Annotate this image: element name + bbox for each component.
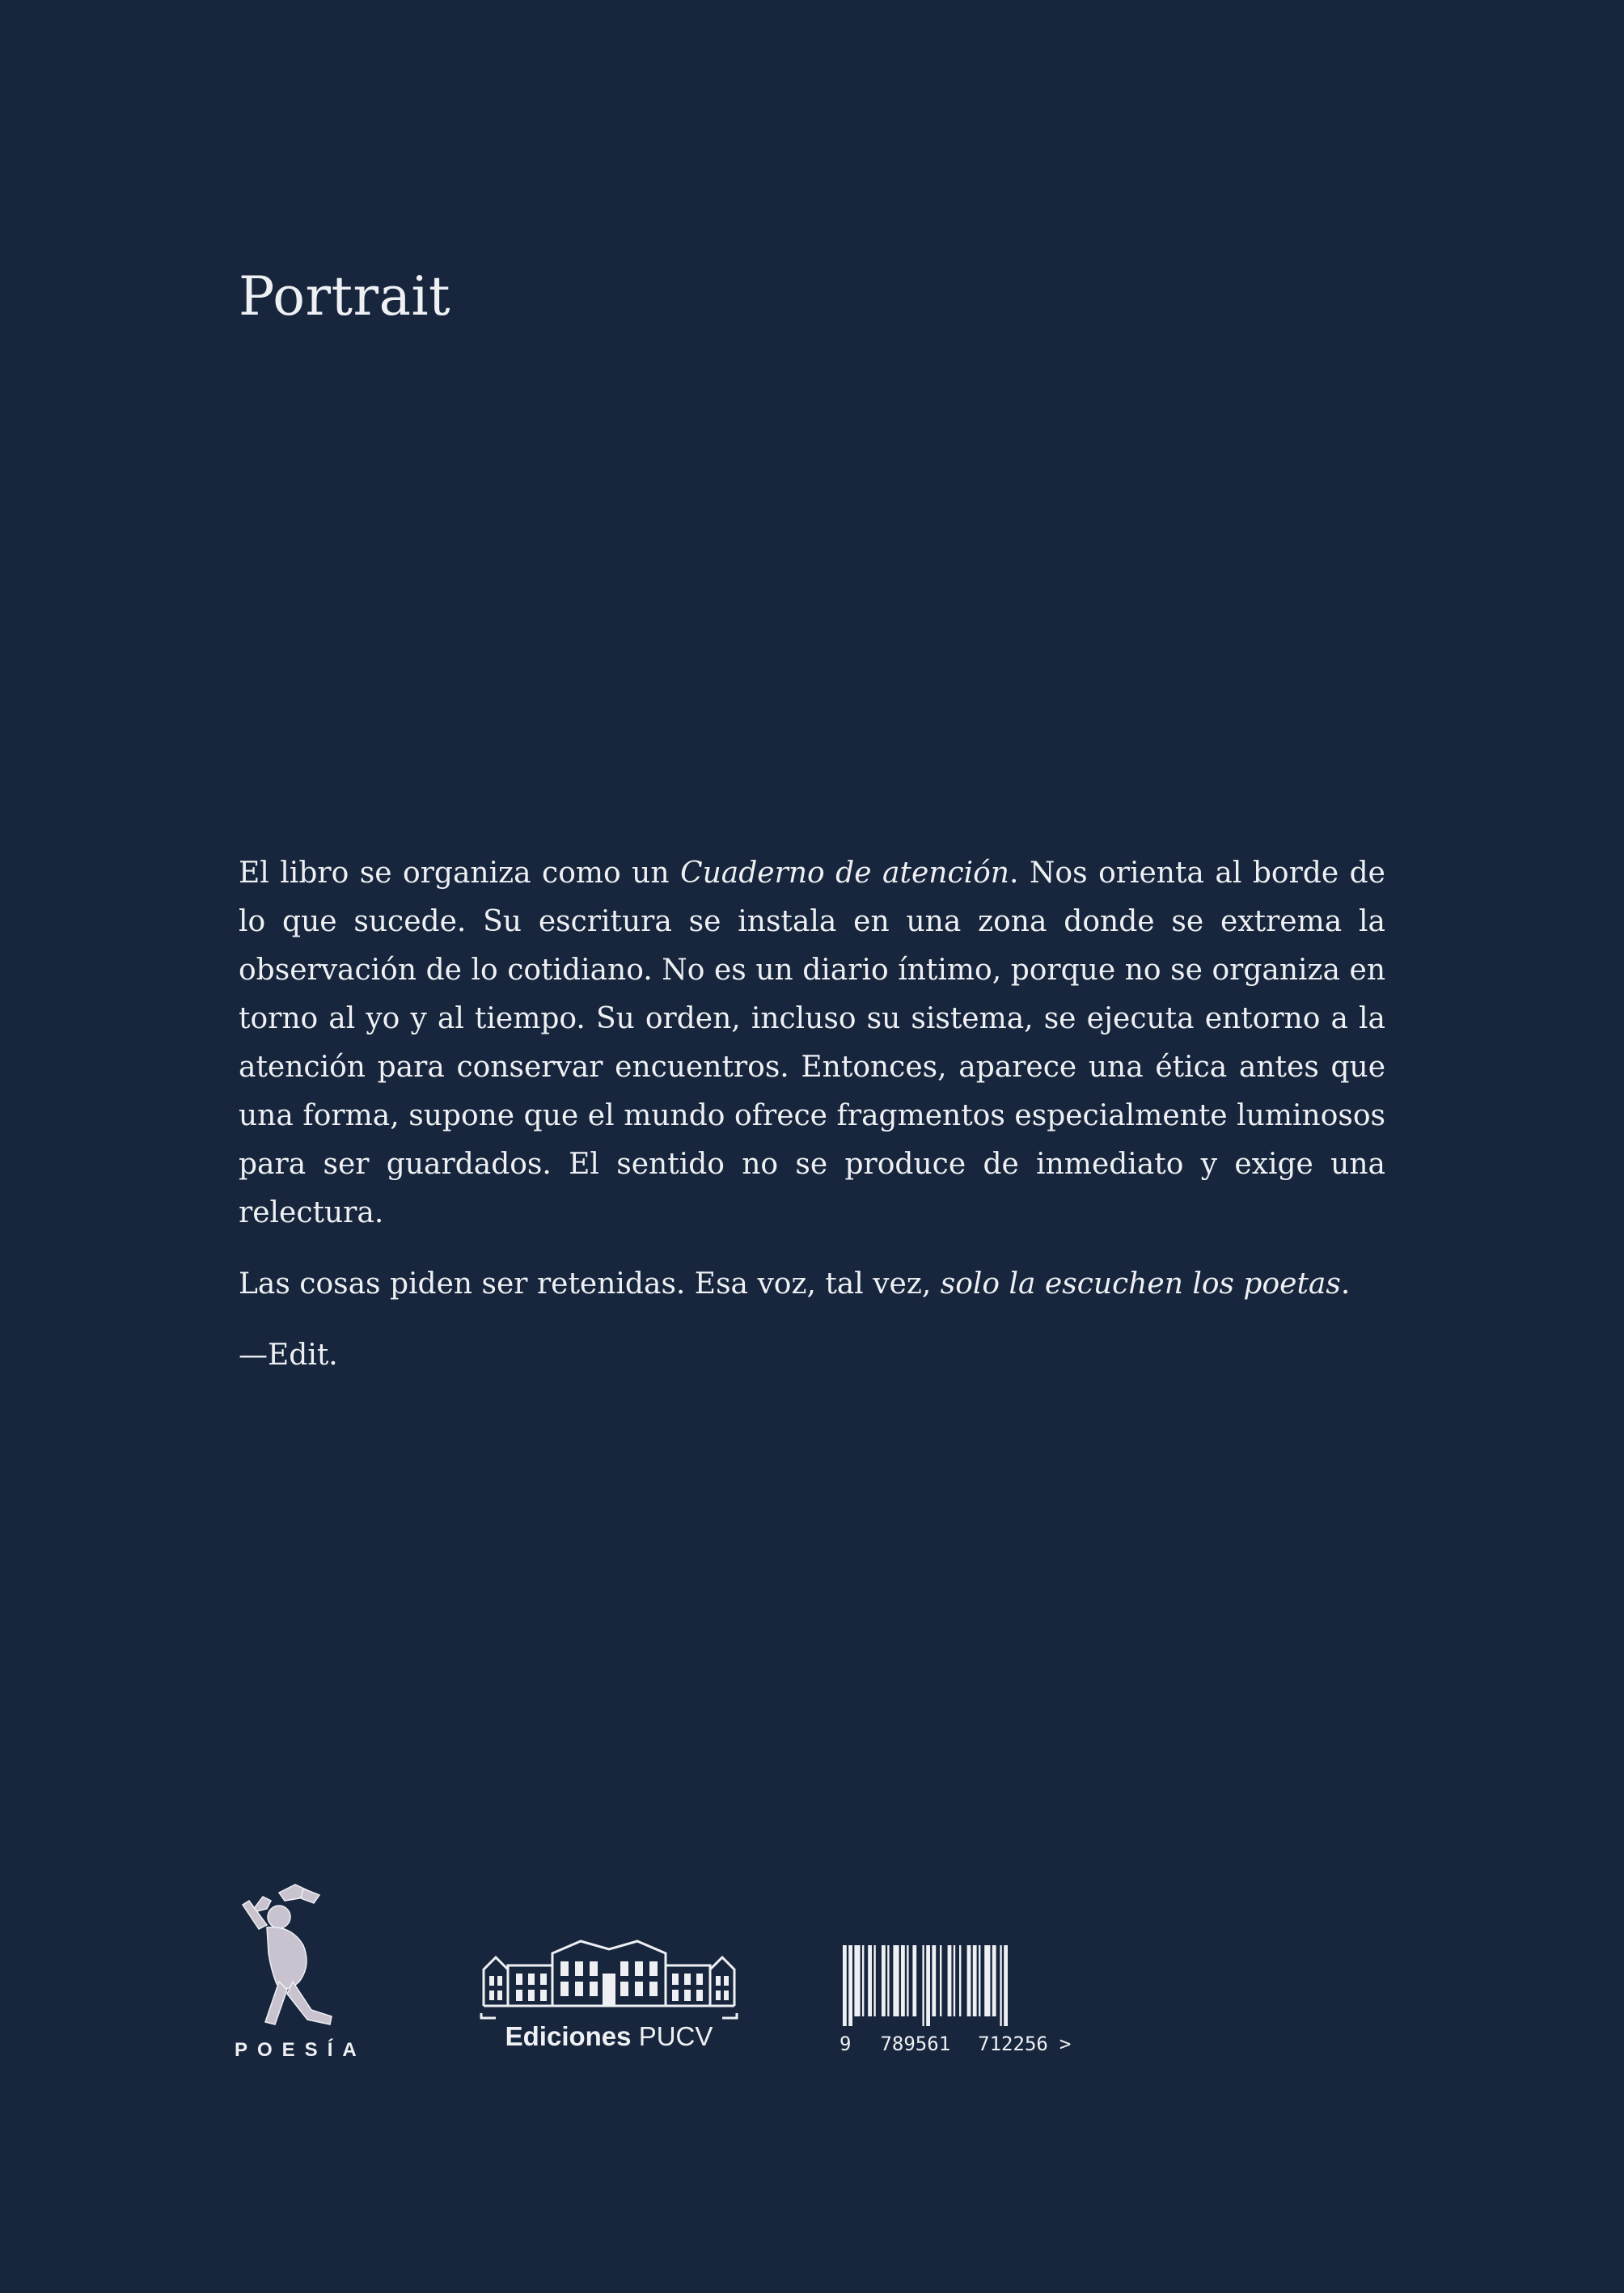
isbn-barcode [839, 1945, 1098, 2055]
barcode-bar [1004, 1945, 1008, 2026]
barcode-bar [984, 1945, 990, 2016]
blurb-signature: —Edit. [239, 1339, 338, 1372]
barcode-bar [862, 1945, 864, 2016]
ediciones-pucv-logo [480, 1937, 738, 2052]
barcode-bar [1000, 1945, 1001, 2026]
blurb-text: El libro se organiza como un [239, 857, 681, 890]
book-title: Portrait [239, 265, 451, 328]
barcode-bar [912, 1945, 916, 2016]
barcode-bar [882, 1945, 886, 2016]
publisher-label-regular: PUCV [638, 2021, 713, 2051]
barcode-marker: > [1059, 2033, 1072, 2055]
publisher-label [480, 2021, 738, 2052]
blurb-text: . Nos orienta al borde de lo que sucede. Su escritura se instala en una zona donde se extrema la observación de lo cotidiano. No es un diario íntimo, porque no se organiza en torno al yo y al tiempo. Su orden, incluso su sistema, se ejecuta entorno a la atención para conservar encuentros. Entonces, aparece una ética antes que una forma, supone que el mundo ofrece fragmentos especialmente luminosos para ser guardados. El sentido no se produce de inmediato y exige una relectura. [239, 857, 1385, 1229]
barcode-bar [973, 1945, 977, 2016]
figure-illustration-icon [235, 1881, 364, 2034]
barcode-bar [992, 1945, 996, 2016]
barcode-digits [839, 2033, 1098, 2055]
barcode-bar [922, 1945, 924, 2026]
barcode-bar [907, 1945, 908, 2016]
barcode-bar [893, 1945, 899, 2016]
barcode-bar [979, 1945, 980, 2016]
barcode-digits-group-1: 789561 [880, 2033, 951, 2055]
barcode-bar [948, 1945, 952, 2016]
barcode-bar [854, 1945, 860, 2016]
blurb-text: Las cosas piden ser retenidas. Esa voz, tal vez, [239, 1267, 941, 1301]
blurb-emphasis: Cuaderno de atención [680, 857, 1009, 890]
barcode-bar [926, 1945, 930, 2026]
barcode-digit-first: 9 [839, 2033, 852, 2055]
back-cover-blurb [239, 849, 1385, 1402]
barcode-bar [873, 1945, 875, 2016]
barcode-bar [959, 1945, 961, 2016]
blurb-paragraph-2 [239, 1260, 1385, 1309]
barcode-digits-group-2: 712256 [978, 2033, 1048, 2055]
barcode-bar [940, 1945, 941, 2016]
barcode-bar [848, 1945, 852, 2026]
collection-label: POESÍA [235, 2039, 366, 2061]
blurb-text: . [1340, 1267, 1351, 1301]
label-bracket-icon [480, 2013, 738, 2020]
poesia-collection-logo [235, 1881, 368, 2062]
building-facade-icon [480, 1937, 738, 2010]
barcode-bar [843, 1945, 847, 2026]
blurb-emphasis: solo la escuchen los poetas [940, 1267, 1341, 1301]
barcode-bar [887, 1945, 889, 2016]
blurb-paragraph-1 [239, 849, 1385, 1237]
barcode-bar [967, 1945, 971, 2016]
barcode-bar [868, 1945, 872, 2016]
barcode-bar [932, 1945, 936, 2016]
barcode-bar [901, 1945, 905, 2016]
barcode-bars-icon [839, 1945, 1082, 2026]
publisher-label-bold: Ediciones [505, 2021, 632, 2051]
barcode-bar [954, 1945, 955, 2016]
